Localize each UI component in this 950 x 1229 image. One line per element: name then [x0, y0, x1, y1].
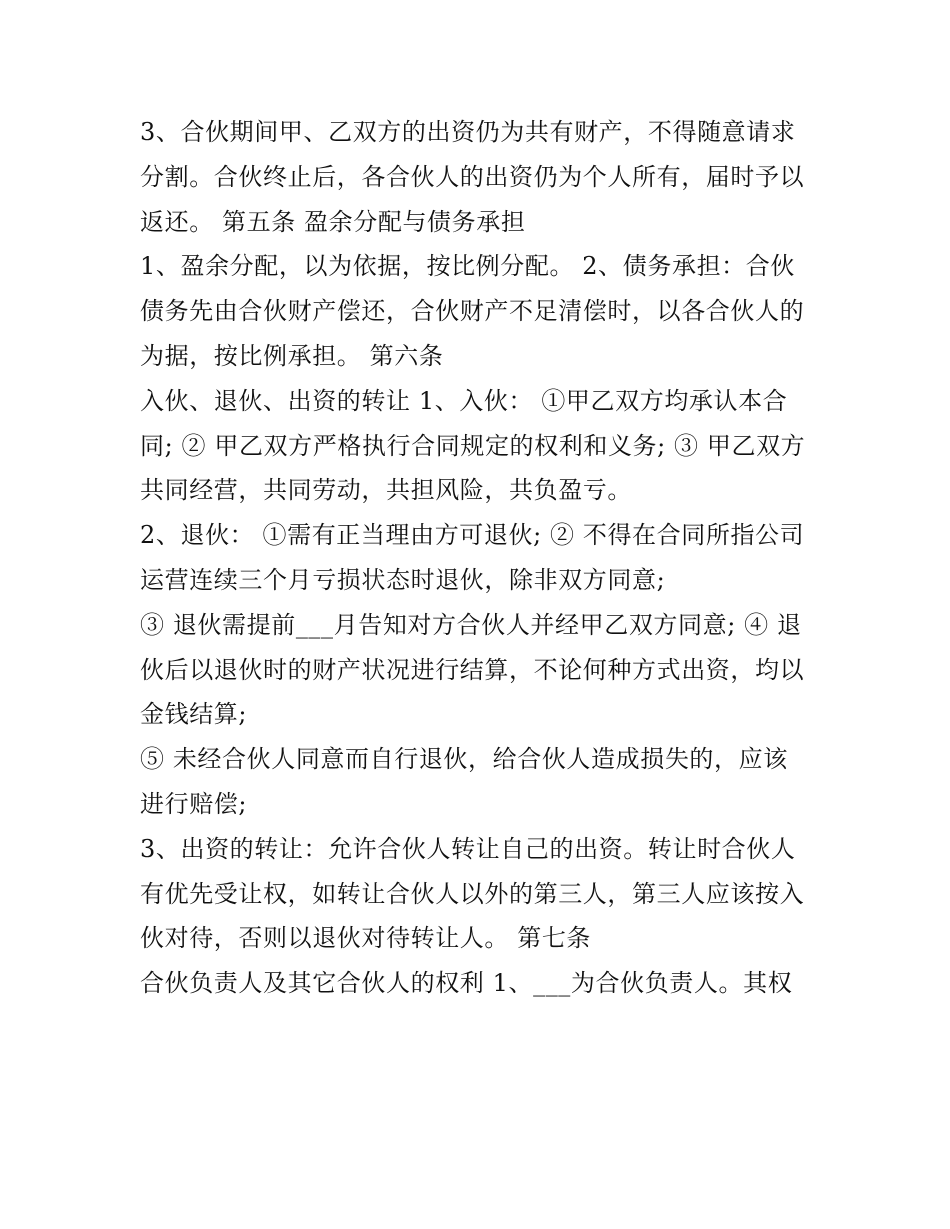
paragraph-article-6-joining: [140, 379, 830, 513]
text-line: 3、出资的转让：允许合伙人转让自己的出资。转让时合伙人: [140, 834, 796, 863]
text-line: 进行赔偿;: [140, 789, 248, 818]
paragraph-article-6-withdrawal: [140, 513, 830, 603]
paragraph-capital-transfer: [140, 827, 830, 961]
text-line: 合伙负责人及其它合伙人的权利 1、___为合伙负责人。其权: [140, 969, 793, 998]
text-line: 共同经营，共同劳动，共担风险，共负盈亏。: [140, 476, 632, 505]
text-line: 伙后以退伙时的财产状况进行结算，不论何种方式出资，均以: [140, 655, 805, 684]
text-line: 分割。合伙终止后，各合伙人的出资仍为个人所有，届时予以: [140, 162, 805, 191]
text-line: 返还。 第五条 盈余分配与债务承担: [140, 207, 526, 236]
text-line: 2、退伙： ①需有正当理由方可退伙; ② 不得在合同所指公司: [140, 521, 805, 550]
paragraph-article-7: [140, 961, 830, 1006]
text-line: 运营连续三个月亏损状态时退伙，除非双方同意;: [140, 565, 666, 594]
text-line: 金钱结算;: [140, 700, 248, 729]
text-line: ③ 退伙需提前___月告知对方合伙人并经甲乙双方同意; ④ 退: [140, 610, 802, 639]
document-body: [140, 110, 830, 1006]
text-line: 有优先受让权，如转让合伙人以外的第三人，第三人应该按入: [140, 879, 805, 908]
paragraph-withdrawal-items-3-4: [140, 603, 830, 737]
paragraph-withdrawal-item-5: [140, 737, 830, 827]
text-line: 伙对待，否则以退伙对待转让人。 第七条: [140, 924, 592, 953]
paragraph-article-4-item-3: [140, 110, 830, 244]
text-line: 3、合伙期间甲、乙双方的出资仍为共有财产，不得随意请求: [140, 118, 796, 146]
text-line: ⑤ 未经合伙人同意而自行退伙，给合伙人造成损失的，应该: [140, 745, 788, 774]
text-line: 为据，按比例承担。 第六条: [140, 341, 444, 370]
text-line: 同; ② 甲乙双方严格执行合同规定的权利和义务; ③ 甲乙双方: [140, 431, 806, 460]
text-line: 1、盈余分配，以为依据，按比例分配。 2、债务承担：合伙: [140, 252, 795, 281]
text-line: 债务先由合伙财产偿还，合伙财产不足清偿时，以各合伙人的: [140, 297, 805, 326]
text-line: 入伙、退伙、出资的转让 1、入伙： ①甲乙双方均承认本合: [140, 386, 788, 415]
paragraph-article-5: [140, 244, 830, 378]
